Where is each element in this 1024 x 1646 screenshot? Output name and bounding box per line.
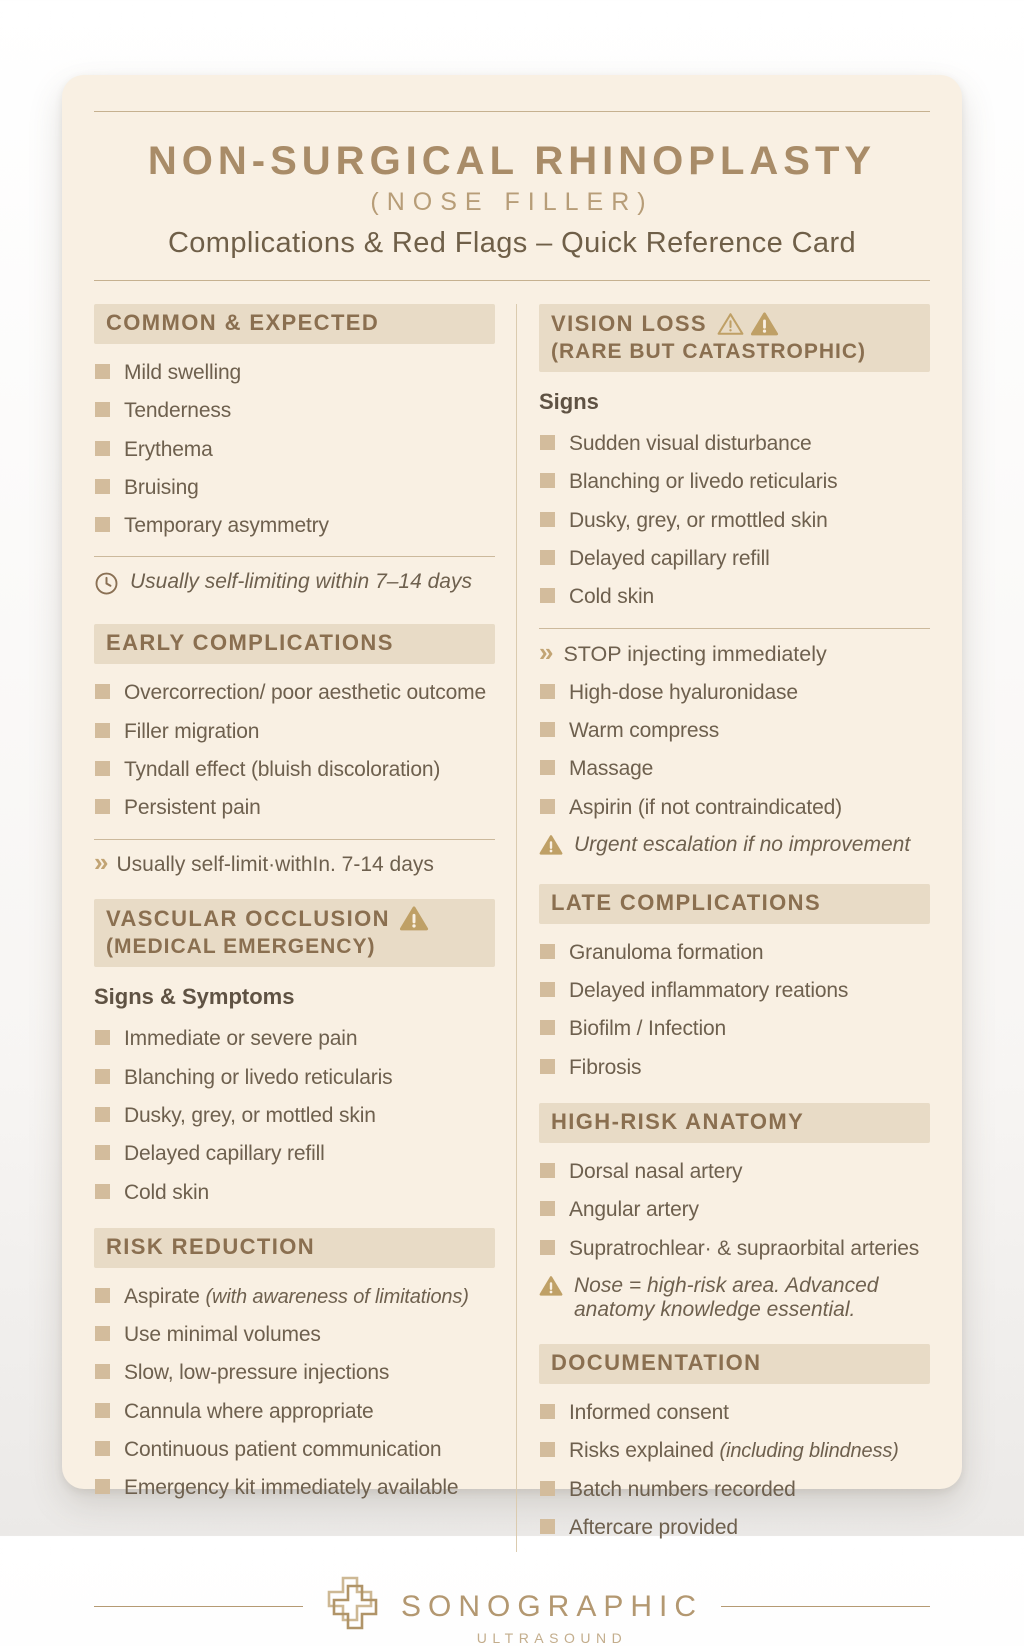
brand-name: SONOGRAPHIC	[400, 1590, 704, 1624]
list-item-text: Overcorrection/ poor aesthetic outcome	[124, 681, 486, 705]
square-bullet-icon	[95, 761, 110, 776]
list-item	[94, 397, 495, 424]
list-item-text: High-dose hyaluronidase	[569, 680, 798, 704]
list-item	[539, 507, 930, 534]
square-bullet-icon	[540, 473, 555, 488]
list-item-text: Supratrochlear· & supraorbital arteries	[569, 1236, 920, 1260]
section-high-risk-anatomy	[539, 1103, 930, 1322]
warning-triangle-filled-icon	[399, 905, 429, 933]
note-text: Nose = high-risk area. Advanced anatomy knowledge essential.	[574, 1273, 879, 1321]
list-item	[539, 1235, 930, 1262]
section-title: HIGH-RISK ANATOMY	[551, 1109, 805, 1135]
section-title: EARLY COMPLICATIONS	[106, 630, 394, 656]
brand-block	[401, 1576, 703, 1646]
list-item	[539, 430, 930, 457]
list-item	[539, 1015, 930, 1042]
bullet-list-anatomy	[539, 1158, 930, 1262]
square-bullet-icon	[540, 1020, 555, 1035]
list-item-text: Erythema	[124, 437, 213, 461]
square-bullet-icon	[95, 1326, 110, 1341]
page-title: NON-SURGICAL RHINOPLASTY	[147, 139, 877, 183]
list-item-text: Angular artery	[569, 1198, 699, 1222]
section-header-early	[94, 624, 495, 664]
list-item-text: Temporary asymmetry	[124, 514, 329, 538]
list-item	[94, 756, 495, 783]
list-item-text: Aspirin (if not contraindicated)	[569, 795, 842, 819]
list-item-text: Cold skin	[124, 1180, 210, 1204]
square-bullet-icon	[540, 1442, 555, 1457]
square-bullet-icon	[95, 479, 110, 494]
section-header-common	[94, 304, 495, 344]
square-bullet-icon	[540, 512, 555, 527]
square-bullet-icon	[95, 441, 110, 456]
list-item-text: Sudden visual disturbance	[569, 432, 812, 456]
warning-triangle-outline-icon	[716, 310, 745, 337]
section-title: LATE COMPLICATIONS	[551, 889, 822, 915]
list-item	[539, 717, 930, 744]
brand-tagline: ULTRASOUND	[476, 1630, 628, 1646]
bullet-list-vision	[539, 430, 930, 610]
list-item	[94, 1140, 495, 1167]
right-column	[517, 304, 930, 1552]
square-bullet-icon	[540, 1404, 555, 1419]
bullet-list-documentation	[539, 1399, 930, 1541]
list-item-text: Granuloma formation	[569, 940, 764, 964]
list-item	[94, 512, 495, 539]
list-item	[539, 1054, 930, 1081]
square-bullet-icon	[95, 517, 110, 532]
list-item-text: Filler migration	[124, 719, 260, 743]
list-item	[539, 1399, 930, 1426]
square-bullet-icon	[95, 1441, 110, 1456]
square-bullet-icon	[540, 1481, 555, 1496]
footer-left-rule	[94, 1606, 303, 1607]
section-title: COMMON & EXPECTED	[106, 310, 380, 335]
lead-text: STOP injecting immediately	[563, 641, 827, 666]
warning-triangle-filled-icon	[750, 310, 779, 337]
bullet-list-early	[94, 679, 495, 821]
section-header-documentation	[539, 1344, 930, 1384]
square-bullet-icon	[540, 684, 555, 699]
header-bottom-rule	[94, 280, 930, 281]
list-item	[539, 1476, 930, 1503]
square-bullet-icon	[540, 1201, 555, 1216]
square-bullet-icon	[95, 1030, 110, 1045]
list-item-text: Blanching or livedo reticularis	[124, 1065, 393, 1089]
list-item	[94, 679, 495, 706]
nose-high-risk-note	[539, 1274, 930, 1322]
section-common-expected	[94, 304, 495, 602]
list-item	[539, 1514, 930, 1541]
list-item-text: Batch numbers recorded	[569, 1477, 796, 1501]
list-item	[539, 545, 930, 572]
list-item-text: Emergency kit immediately available	[124, 1476, 459, 1500]
list-item-text: Blanching or livedo reticularis	[569, 470, 838, 494]
square-bullet-icon	[540, 1059, 555, 1074]
square-bullet-icon	[95, 1479, 110, 1494]
list-item	[94, 474, 495, 501]
list-item-text: Delayed inflammatory reations	[569, 979, 849, 1003]
list-item-text: Cannula where appropriate	[124, 1399, 374, 1423]
urgent-escalation-note	[539, 833, 930, 862]
list-item-text: Delayed capillary refill	[569, 547, 770, 571]
square-bullet-icon	[95, 1184, 110, 1199]
list-item-text: Slow, low-pressure injections	[124, 1361, 390, 1385]
section-occlusion-management	[539, 636, 930, 862]
card-header	[94, 75, 930, 281]
square-bullet-icon	[95, 799, 110, 814]
warning-triangle-filled-icon	[539, 1275, 563, 1303]
inline-rule	[94, 556, 495, 557]
square-bullet-icon	[95, 1069, 110, 1084]
list-item	[539, 679, 930, 706]
section-subtitle: (RARE BUT CATASTROPHIC)	[551, 340, 867, 364]
section-header-vascular	[94, 899, 495, 968]
list-item	[94, 359, 495, 386]
list-item	[94, 1321, 495, 1348]
list-item	[94, 1436, 495, 1463]
list-item-text: Immediate or severe pain	[124, 1027, 358, 1051]
square-bullet-icon	[540, 1240, 555, 1255]
stop-injecting-lead	[539, 636, 930, 667]
square-bullet-icon	[540, 435, 555, 450]
inline-rule	[539, 628, 930, 629]
list-item	[94, 1064, 495, 1091]
square-bullet-icon	[95, 1288, 110, 1303]
section-vision-loss	[539, 304, 930, 629]
list-item	[94, 1025, 495, 1052]
square-bullet-icon	[540, 760, 555, 775]
list-item	[94, 1179, 495, 1206]
note-text: Usually self-limit·withIn. 7-14 days	[116, 852, 434, 876]
square-bullet-icon	[95, 1403, 110, 1418]
signs-heading: Signs	[539, 389, 599, 415]
square-bullet-icon	[95, 1145, 110, 1160]
clock-icon	[94, 571, 119, 602]
square-bullet-icon	[540, 722, 555, 737]
inline-rule	[94, 839, 495, 840]
card-footer	[94, 1576, 930, 1646]
page-tagline: Complications & Red Flags – Quick Reference Card	[167, 227, 857, 259]
footer-right-rule	[721, 1606, 930, 1607]
square-bullet-icon	[540, 982, 555, 997]
square-bullet-icon	[95, 402, 110, 417]
signs-symptoms-heading: Signs & Symptoms	[94, 984, 295, 1010]
list-item-text: Fibrosis	[569, 1055, 642, 1079]
note-text: Urgent escalation if no improvement	[574, 832, 911, 856]
double-chevron-icon: »	[94, 846, 106, 877]
square-bullet-icon	[95, 1364, 110, 1379]
list-item	[539, 1437, 930, 1464]
list-item-text: Aspirate (with awareness of limitations)	[124, 1284, 469, 1308]
section-vascular-occlusion	[94, 899, 495, 1206]
list-item-text: Continuous patient communication	[124, 1438, 442, 1462]
list-item	[94, 436, 495, 463]
list-item	[539, 977, 930, 1004]
square-bullet-icon	[540, 550, 555, 565]
section-header-late	[539, 884, 930, 924]
square-bullet-icon	[540, 1163, 555, 1178]
section-title: VASCULAR OCCLUSION	[106, 905, 390, 931]
square-bullet-icon	[540, 944, 555, 959]
list-item	[539, 1196, 930, 1223]
list-item-text: Risks explained (including blindness)	[569, 1439, 899, 1463]
list-item	[94, 718, 495, 745]
list-item-text: Massage	[569, 757, 654, 781]
list-item-text: Bruising	[124, 475, 199, 499]
list-item	[94, 1102, 495, 1129]
list-item-text: Informed consent	[569, 1400, 729, 1424]
bullet-list-management	[539, 679, 930, 821]
bullet-list-late	[539, 939, 930, 1081]
square-bullet-icon	[95, 723, 110, 738]
page-subtitle: (NOSE FILLER)	[370, 188, 654, 216]
list-item-text: Use minimal volumes	[124, 1323, 321, 1347]
section-documentation	[539, 1344, 930, 1541]
square-bullet-icon	[95, 1107, 110, 1122]
list-item-text: Warm compress	[569, 718, 720, 742]
self-limit-note	[94, 846, 495, 877]
list-item-text: Dusky, grey, or rmottled skin	[569, 508, 828, 532]
list-item	[539, 468, 930, 495]
bullet-list-vascular	[94, 1025, 495, 1205]
list-item	[94, 1398, 495, 1425]
list-item	[94, 1283, 495, 1310]
list-item-text: Delayed capillary refill	[124, 1142, 325, 1166]
list-item-text: Aftercare provided	[569, 1515, 738, 1539]
section-header-risk	[94, 1228, 495, 1268]
square-bullet-icon	[540, 1519, 555, 1534]
section-subtitle: (MEDICAL EMERGENCY)	[106, 935, 376, 959]
list-item	[539, 794, 930, 821]
list-item-text: Dusky, grey, or mottled skin	[124, 1103, 376, 1127]
self-limiting-note	[94, 570, 495, 602]
list-item-text: Biofilm / Infection	[569, 1017, 727, 1041]
list-item	[539, 1158, 930, 1185]
left-column	[94, 304, 516, 1552]
list-item	[539, 583, 930, 610]
section-risk-reduction	[94, 1228, 495, 1502]
section-header-anatomy	[539, 1103, 930, 1143]
section-early-complications	[94, 624, 495, 876]
list-item-text: Mild swelling	[124, 361, 242, 384]
header-top-rule	[94, 111, 930, 112]
section-title: RISK REDUCTION	[106, 1233, 316, 1259]
list-item-text: Dorsal nasal artery	[569, 1160, 743, 1184]
square-bullet-icon	[95, 364, 110, 379]
double-chevron-icon: »	[539, 636, 551, 667]
reference-card	[62, 75, 962, 1646]
bullet-list-common	[94, 359, 495, 539]
columns	[94, 304, 930, 1552]
square-bullet-icon	[95, 684, 110, 699]
list-item	[94, 1474, 495, 1501]
warning-triangle-filled-icon	[539, 834, 563, 862]
bullet-list-risk	[94, 1283, 495, 1502]
list-item-text: Tyndall effect (bluish discoloration)	[124, 758, 441, 782]
list-item-text: Tenderness	[124, 399, 232, 423]
list-item	[539, 939, 930, 966]
list-item-text: Cold skin	[569, 585, 655, 609]
square-bullet-icon	[540, 588, 555, 603]
note-text: Usually self-limiting within 7–14 days	[130, 570, 472, 594]
section-header-vision	[539, 304, 930, 372]
square-bullet-icon	[540, 799, 555, 814]
section-late-complications	[539, 884, 930, 1081]
medical-cross-logo-icon	[321, 1572, 383, 1641]
list-item	[94, 794, 495, 821]
section-title: DOCUMENTATION	[551, 1349, 762, 1375]
list-item	[94, 1359, 495, 1386]
list-item-text: Persistent pain	[124, 796, 261, 820]
list-item	[539, 755, 930, 782]
section-title: VISION LOSS	[551, 310, 707, 336]
